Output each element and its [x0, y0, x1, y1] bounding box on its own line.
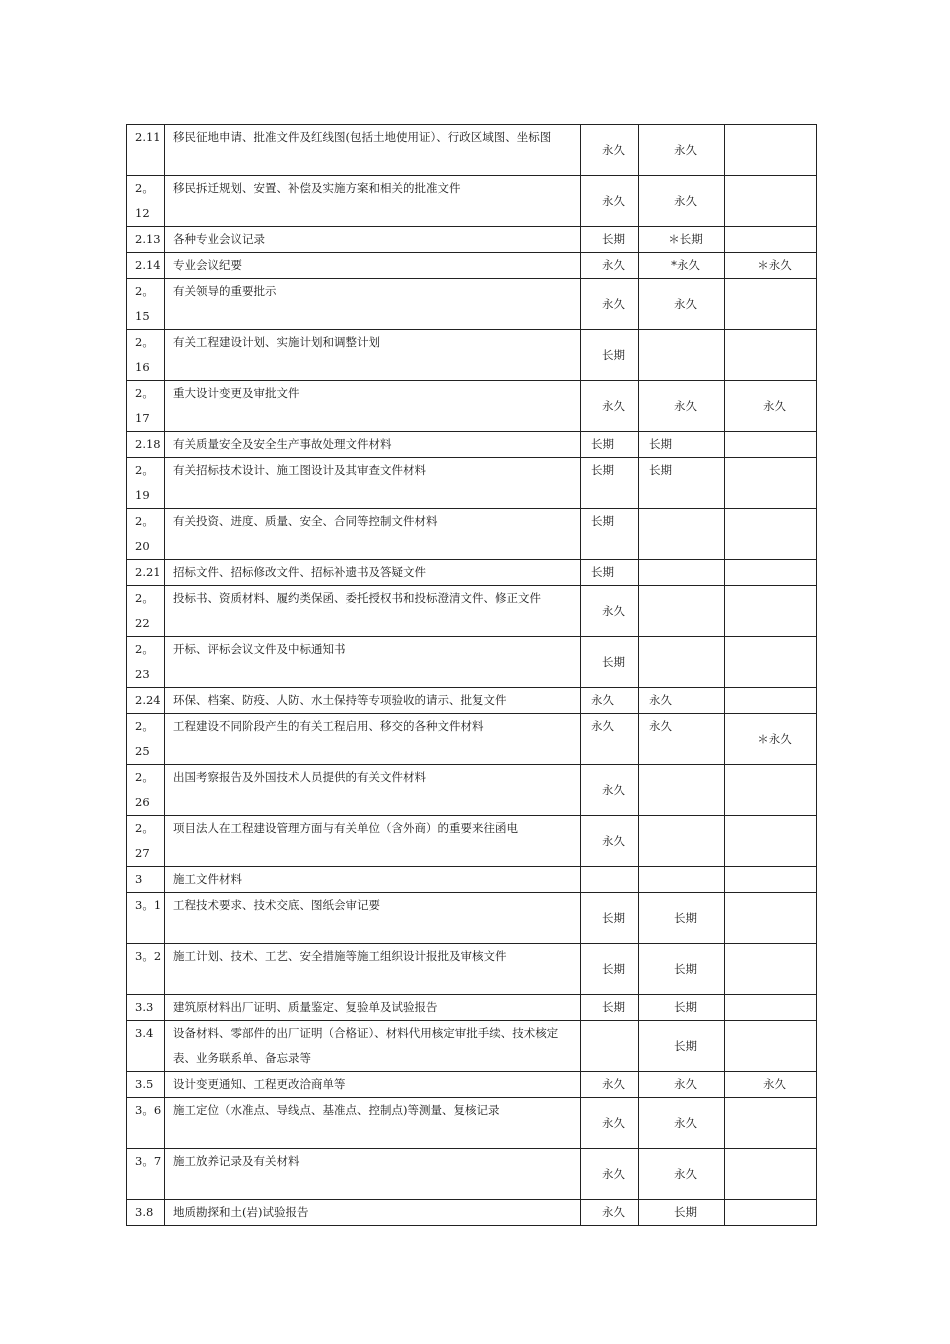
item-number: 2。19 [127, 458, 165, 509]
table-row [127, 1200, 817, 1226]
item-title: 施工定位（水准点、导线点、基准点、控制点)等测量、复核记录 [165, 1098, 581, 1149]
retention-col-2: 长期 [639, 995, 725, 1021]
item-title: 专业会议纪要 [165, 253, 581, 279]
retention-col-1: 长期 [581, 995, 639, 1021]
item-title: 移民拆迁规划、安置、补偿及实施方案和相关的批准文件 [165, 176, 581, 227]
item-number: 2.11 [127, 125, 165, 176]
retention-col-1: 长期 [581, 227, 639, 253]
item-number: 2.13 [127, 227, 165, 253]
retention-col-3: 永久 [725, 381, 817, 432]
table-row [127, 227, 817, 253]
item-number: 3。1 [127, 893, 165, 944]
item-title: 开标、评标会议文件及中标通知书 [165, 637, 581, 688]
retention-col-3 [725, 995, 817, 1021]
table-row [127, 560, 817, 586]
retention-col-2: 永久 [639, 1149, 725, 1200]
retention-col-3 [725, 1149, 817, 1200]
item-number: 2.14 [127, 253, 165, 279]
retention-col-2 [639, 509, 725, 560]
retention-col-2: 长期 [639, 944, 725, 995]
table-row [127, 125, 817, 176]
archive-retention-table [126, 124, 817, 1226]
item-number: 2.24 [127, 688, 165, 714]
table-row [127, 765, 817, 816]
retention-col-3 [725, 867, 817, 893]
item-number: 3.3 [127, 995, 165, 1021]
table-row [127, 1072, 817, 1098]
item-title: 施工文件材料 [165, 867, 581, 893]
item-number: 2。15 [127, 279, 165, 330]
item-number: 3.8 [127, 1200, 165, 1226]
retention-col-3 [725, 432, 817, 458]
retention-col-1: 长期 [581, 458, 639, 509]
table-row [127, 816, 817, 867]
table-row [127, 944, 817, 995]
item-number: 2。22 [127, 586, 165, 637]
retention-col-2 [639, 330, 725, 381]
retention-col-3 [725, 586, 817, 637]
item-number: 2。17 [127, 381, 165, 432]
retention-col-2: 永久 [639, 279, 725, 330]
item-number: 3。6 [127, 1098, 165, 1149]
retention-col-2: 长期 [639, 1021, 725, 1072]
item-title: 工程技术要求、技术交底、图纸会审记要 [165, 893, 581, 944]
table-row [127, 176, 817, 227]
retention-col-1: 长期 [581, 944, 639, 995]
retention-col-1: 永久 [581, 1200, 639, 1226]
item-title: 重大设计变更及审批文件 [165, 381, 581, 432]
retention-col-3 [725, 637, 817, 688]
retention-col-2: 永久 [639, 1072, 725, 1098]
retention-col-1 [581, 1021, 639, 1072]
item-number: 2。16 [127, 330, 165, 381]
item-title: 招标文件、招标修改文件、招标补遗书及答疑文件 [165, 560, 581, 586]
table-row [127, 279, 817, 330]
item-number: 2。12 [127, 176, 165, 227]
table-row [127, 714, 817, 765]
retention-col-3 [725, 816, 817, 867]
item-title: 有关招标技术设计、施工图设计及其审查文件材料 [165, 458, 581, 509]
retention-col-3 [725, 944, 817, 995]
item-number: 3。7 [127, 1149, 165, 1200]
table-row [127, 253, 817, 279]
item-number: 2.21 [127, 560, 165, 586]
retention-col-2: 永久 [639, 714, 725, 765]
retention-col-2 [639, 560, 725, 586]
item-number: 2.18 [127, 432, 165, 458]
retention-col-1: 永久 [581, 176, 639, 227]
retention-col-2: 永久 [639, 688, 725, 714]
table-row [127, 1021, 817, 1072]
retention-col-3: 永久 [725, 1072, 817, 1098]
table-row [127, 509, 817, 560]
retention-col-3: ＊永久 [725, 714, 817, 765]
retention-col-1: 永久 [581, 125, 639, 176]
retention-col-1 [581, 867, 639, 893]
retention-col-3 [725, 330, 817, 381]
retention-col-3 [725, 125, 817, 176]
table-row [127, 1098, 817, 1149]
retention-col-1: 永久 [581, 816, 639, 867]
item-title: 工程建设不同阶段产生的有关工程启用、移交的各种文件材料 [165, 714, 581, 765]
retention-col-1: 长期 [581, 432, 639, 458]
retention-col-3 [725, 765, 817, 816]
retention-col-2: 永久 [639, 125, 725, 176]
item-number: 3。2 [127, 944, 165, 995]
retention-col-1: 永久 [581, 1149, 639, 1200]
item-number: 3 [127, 867, 165, 893]
retention-col-2: 永久 [639, 1098, 725, 1149]
table-row [127, 688, 817, 714]
retention-col-1: 长期 [581, 330, 639, 381]
retention-col-3 [725, 1098, 817, 1149]
item-title: 建筑原材料出厂证明、质量鉴定、复验单及试验报告 [165, 995, 581, 1021]
retention-col-2 [639, 586, 725, 637]
item-title: 项目法人在工程建设管理方面与有关单位（含外商）的重要来往函电 [165, 816, 581, 867]
retention-col-3 [725, 893, 817, 944]
retention-col-2: 长期 [639, 432, 725, 458]
retention-col-1: 永久 [581, 253, 639, 279]
table-row [127, 432, 817, 458]
table-row [127, 893, 817, 944]
retention-col-2: 长期 [639, 458, 725, 509]
item-number: 3.5 [127, 1072, 165, 1098]
retention-col-1: 永久 [581, 586, 639, 637]
table-row [127, 637, 817, 688]
item-title: 各种专业会议记录 [165, 227, 581, 253]
item-title: 出国考察报告及外国技术人员提供的有关文件材料 [165, 765, 581, 816]
retention-col-1: 永久 [581, 688, 639, 714]
table-row [127, 586, 817, 637]
item-title: 设计变更通知、工程更改洽商单等 [165, 1072, 581, 1098]
retention-col-3 [725, 688, 817, 714]
retention-col-1: 长期 [581, 560, 639, 586]
table-row [127, 330, 817, 381]
retention-col-3 [725, 1021, 817, 1072]
table-body [127, 125, 817, 1226]
item-title: 有关工程建设计划、实施计划和调整计划 [165, 330, 581, 381]
retention-col-1: 永久 [581, 381, 639, 432]
table-row [127, 1149, 817, 1200]
retention-col-3 [725, 279, 817, 330]
retention-col-1: 永久 [581, 1072, 639, 1098]
retention-col-3 [725, 1200, 817, 1226]
retention-col-2 [639, 765, 725, 816]
retention-col-2 [639, 816, 725, 867]
retention-col-2: ＊长期 [639, 227, 725, 253]
retention-col-2: 长期 [639, 1200, 725, 1226]
retention-col-3 [725, 560, 817, 586]
retention-col-3 [725, 509, 817, 560]
retention-col-3 [725, 176, 817, 227]
retention-col-1: 长期 [581, 509, 639, 560]
item-title: 有关质量安全及安全生产事故处理文件材料 [165, 432, 581, 458]
item-title: 有关投资、进度、质量、安全、合同等控制文件材料 [165, 509, 581, 560]
table-row [127, 995, 817, 1021]
table-row [127, 867, 817, 893]
item-title: 投标书、资质材料、履约类保函、委托授权书和投标澄清文件、修正文件 [165, 586, 581, 637]
retention-col-3: ＊永久 [725, 253, 817, 279]
retention-col-2: 永久 [639, 381, 725, 432]
item-number: 2。27 [127, 816, 165, 867]
retention-col-2 [639, 867, 725, 893]
retention-col-2 [639, 637, 725, 688]
item-number: 2。25 [127, 714, 165, 765]
retention-col-1: 长期 [581, 637, 639, 688]
table-row [127, 381, 817, 432]
retention-col-2: 永久 [639, 176, 725, 227]
retention-col-3 [725, 227, 817, 253]
item-number: 2。23 [127, 637, 165, 688]
item-title: 设备材料、零部件的出厂证明（合格证）、材料代用核定审批手续、技术核定表、业务联系单、备忘录等 [165, 1021, 581, 1072]
retention-col-2: *永久 [639, 253, 725, 279]
item-title: 环保、档案、防疫、人防、水土保持等专项验收的请示、批复文件 [165, 688, 581, 714]
item-number: 2。20 [127, 509, 165, 560]
item-title: 移民征地申请、批准文件及红线图(包括土地使用证）、行政区域图、坐标图 [165, 125, 581, 176]
retention-col-1: 永久 [581, 279, 639, 330]
item-title: 地质勘探和土(岩)试验报告 [165, 1200, 581, 1226]
retention-col-3 [725, 458, 817, 509]
item-number: 2。26 [127, 765, 165, 816]
retention-col-1: 永久 [581, 714, 639, 765]
retention-col-1: 永久 [581, 1098, 639, 1149]
retention-col-1: 长期 [581, 893, 639, 944]
retention-col-2: 长期 [639, 893, 725, 944]
retention-col-1: 永久 [581, 765, 639, 816]
item-title: 施工计划、技术、工艺、安全措施等施工组织设计报批及审核文件 [165, 944, 581, 995]
item-title: 有关领导的重要批示 [165, 279, 581, 330]
item-title: 施工放养记录及有关材料 [165, 1149, 581, 1200]
table-row [127, 458, 817, 509]
item-number: 3.4 [127, 1021, 165, 1072]
